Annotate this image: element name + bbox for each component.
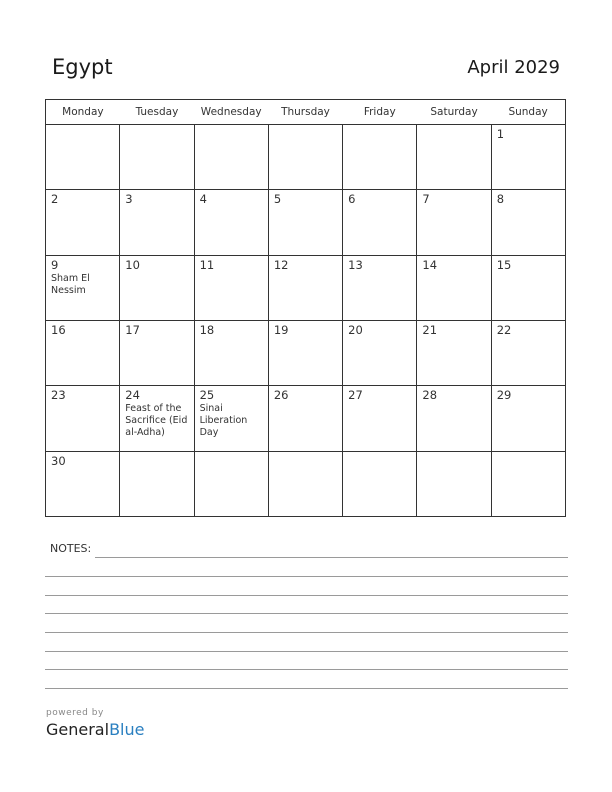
day-cell — [417, 320, 491, 385]
day-cell — [491, 320, 565, 385]
day-cell — [120, 451, 194, 516]
week-row — [46, 255, 566, 320]
day-cell — [491, 451, 565, 516]
day-cell — [46, 386, 120, 451]
day-number: 16 — [51, 322, 66, 337]
day-cell — [268, 125, 342, 190]
day-number: 11 — [199, 257, 215, 272]
country-title: Egypt — [52, 55, 113, 79]
day-cell — [491, 255, 565, 320]
holiday-label: Feast of the Sacrifice (Eid al-Adha) — [125, 403, 188, 439]
day-number: 18 — [199, 322, 215, 337]
day-number: 6 — [348, 192, 356, 207]
day-number: 24 — [125, 388, 140, 403]
day-cell — [343, 255, 417, 320]
day-cell — [120, 190, 194, 255]
day-cell — [268, 386, 342, 451]
day-cell — [194, 386, 268, 451]
notes-line — [45, 613, 568, 614]
day-cell — [120, 320, 194, 385]
day-number: 17 — [125, 322, 140, 337]
day-cell — [491, 125, 565, 190]
day-number: 21 — [422, 322, 438, 337]
day-cell — [417, 125, 491, 190]
day-cell — [120, 255, 194, 320]
day-number: 8 — [496, 192, 505, 207]
day-number: 15 — [496, 257, 512, 272]
notes-line — [95, 557, 568, 558]
weekday-header: Sunday — [491, 100, 565, 125]
notes-line — [45, 651, 568, 652]
day-cell — [268, 190, 342, 255]
day-number: 26 — [273, 388, 289, 403]
day-number: 5 — [273, 192, 282, 207]
weekday-header-row — [46, 100, 566, 125]
day-number: 1 — [496, 127, 505, 141]
day-cell — [343, 320, 417, 385]
day-number: 20 — [348, 322, 363, 337]
day-cell — [417, 190, 491, 255]
week-row — [46, 451, 566, 516]
day-cell — [268, 320, 342, 385]
notes-line — [45, 576, 568, 577]
holiday-label: Sinai Liberation Day — [199, 403, 248, 439]
day-cell — [417, 255, 491, 320]
day-number: 22 — [496, 322, 512, 337]
day-number: 9 — [51, 257, 59, 272]
brand-general: General — [46, 720, 110, 739]
day-cell — [46, 125, 120, 190]
day-number: 30 — [51, 453, 66, 468]
day-number: 7 — [422, 192, 430, 207]
weekday-header: Wednesday — [194, 100, 268, 125]
day-number: 19 — [273, 322, 289, 337]
notes-label: NOTES: — [50, 542, 92, 555]
day-cell — [343, 190, 417, 255]
day-cell — [46, 190, 120, 255]
day-number: 14 — [422, 257, 438, 272]
day-number: 10 — [125, 257, 140, 272]
day-number: 28 — [422, 388, 438, 403]
calendar-grid — [45, 99, 566, 517]
holiday-label: Sham El Nessim — [51, 272, 90, 296]
day-cell — [194, 190, 268, 255]
week-row — [46, 386, 566, 451]
day-cell — [46, 255, 120, 320]
day-cell — [491, 386, 565, 451]
day-number: 12 — [273, 257, 289, 272]
day-cell — [194, 451, 268, 516]
weekday-header: Tuesday — [120, 100, 194, 125]
day-cell — [46, 320, 120, 385]
day-cell — [343, 451, 417, 516]
day-number: 29 — [496, 388, 512, 403]
day-cell — [194, 125, 268, 190]
day-cell — [194, 320, 268, 385]
brand-blue: Blue — [109, 720, 145, 739]
day-cell — [120, 386, 194, 451]
brand-footer — [46, 708, 144, 739]
weekday-header: Thursday — [268, 100, 342, 125]
week-row — [46, 190, 566, 255]
day-number: 4 — [199, 192, 207, 207]
day-number: 2 — [51, 192, 59, 207]
notes-line — [45, 632, 568, 633]
day-cell — [194, 255, 268, 320]
day-cell — [46, 451, 120, 516]
day-cell — [417, 386, 491, 451]
weekday-header: Monday — [46, 100, 120, 125]
notes-line — [45, 669, 568, 670]
brand-name — [46, 720, 144, 739]
day-cell — [268, 255, 342, 320]
day-cell — [343, 125, 417, 190]
day-number: 25 — [199, 388, 215, 403]
weekday-header: Saturday — [417, 100, 491, 125]
day-number: 3 — [125, 192, 133, 207]
day-cell — [343, 386, 417, 451]
day-number: 27 — [348, 388, 363, 403]
month-year-title: April 2029 — [467, 57, 560, 78]
day-cell — [268, 451, 342, 516]
week-row — [46, 320, 566, 385]
notes-line — [45, 688, 568, 689]
day-cell — [120, 125, 194, 190]
day-number: 23 — [51, 388, 66, 403]
day-cell — [417, 451, 491, 516]
weekday-header: Friday — [343, 100, 417, 125]
week-row — [46, 125, 566, 190]
powered-by-text: powered by — [46, 708, 104, 718]
day-cell — [491, 190, 565, 255]
notes-line — [45, 595, 568, 596]
day-number: 13 — [348, 257, 363, 272]
